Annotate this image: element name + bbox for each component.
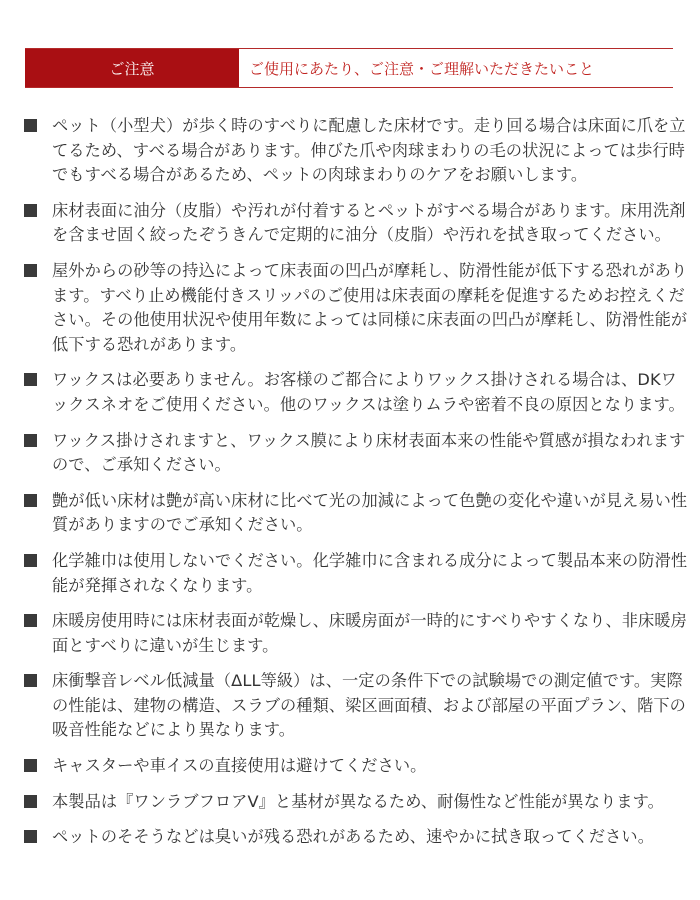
note-text: 床衝撃音レベル低減量（ΔLL等級）は、一定の条件下での試験場での測定値です。実際の性能は、建物の構造、スラブの種類、梁区画面積、および部屋の平面プラン、階下の吸音性能などにより異なります。 [52, 671, 686, 740]
square-bullet-icon [24, 434, 37, 447]
note-text: 本製品は『ワンラブフロアV』と基材が異なるため、耐傷性など性能が異なります。 [52, 791, 664, 811]
note-text: 化学雑巾は使用しないでください。化学雑巾に含まれる成分によって製品本来の防滑性能が発揮されなくなります。 [52, 550, 688, 595]
note-text: ペットのそそうなどは臭いが残る恐れがあるため、速やかに拭き取ってください。 [52, 827, 654, 847]
list-item [24, 609, 688, 658]
square-bullet-icon [24, 795, 37, 808]
note-text: ペット（小型犬）が歩く時のすべりに配慮した床材です。走り回る場合は床面に爪を立てるため、すべる場合があります。伸びた爪や肉球まわりの毛の状況によっては歩行時でもすべる場合があるため、ペットの肉球まわりのケアをお願いします。 [52, 116, 686, 185]
note-text: 屋外からの砂等の持込によって床表面の凹凸が摩耗し、防滑性能が低下する恐れがあります。すべり止め機能付きスリッパのご使用は床表面の摩耗を促進するためお控えください。その他使用状況や使用年数によっては同様に床表面の凹凸が摩耗し、防滑性能が低下する恐れがあります。 [52, 260, 688, 354]
list-item [24, 259, 688, 357]
notice-tag: ご注意 [25, 49, 239, 87]
square-bullet-icon [24, 759, 37, 772]
note-text: 床暖房使用時には床材表面が乾燥し、床暖房面が一時的にすべりやすくなり、非床暖房面とすべりに違いが生じます。 [52, 611, 687, 655]
list-item [24, 669, 688, 743]
notice-header [25, 48, 673, 88]
square-bullet-icon [24, 373, 37, 386]
note-text: 床材表面に油分（皮脂）や汚れが付着するとペットがすべる場合があります。床用洗剤を含ませ固く絞ったぞうきんで定期的に油分（皮脂）や汚れを拭き取ってください。 [52, 200, 686, 245]
note-text: ワックスは必要ありません。お客様のご都合によりワックス掛けされる場合は、DKワックスネオをご使用ください。他のワックスは塗りムラや密着不良の原因となります。 [52, 370, 685, 414]
list-item [24, 114, 688, 188]
square-bullet-icon [24, 119, 37, 132]
list-item [24, 754, 688, 779]
list-item [24, 825, 688, 850]
square-bullet-icon [24, 494, 37, 507]
list-item [24, 368, 688, 417]
list-item [24, 489, 688, 538]
notice-title: ご使用にあたり、ご注意・ご理解いただきたいこと [249, 59, 595, 78]
list-item [24, 790, 688, 815]
list-item [24, 549, 688, 598]
square-bullet-icon [24, 554, 37, 567]
square-bullet-icon [24, 614, 37, 627]
note-text: キャスターや車イスの直接使用は避けてください。 [52, 756, 427, 776]
notice-list [24, 114, 688, 861]
square-bullet-icon [24, 830, 37, 843]
list-item [24, 429, 688, 478]
square-bullet-icon [24, 204, 37, 217]
square-bullet-icon [24, 264, 37, 277]
square-bullet-icon [24, 674, 37, 687]
note-text: 艶が低い床材は艶が高い床材に比べて光の加減によって色艶の変化や違いが見え易い性質がありますのでご承知ください。 [52, 490, 688, 535]
list-item [24, 199, 688, 248]
note-text: ワックス掛けされますと、ワックス膜により床材表面本来の性能や質感が損なわれますので、ご承知ください。 [52, 430, 686, 475]
